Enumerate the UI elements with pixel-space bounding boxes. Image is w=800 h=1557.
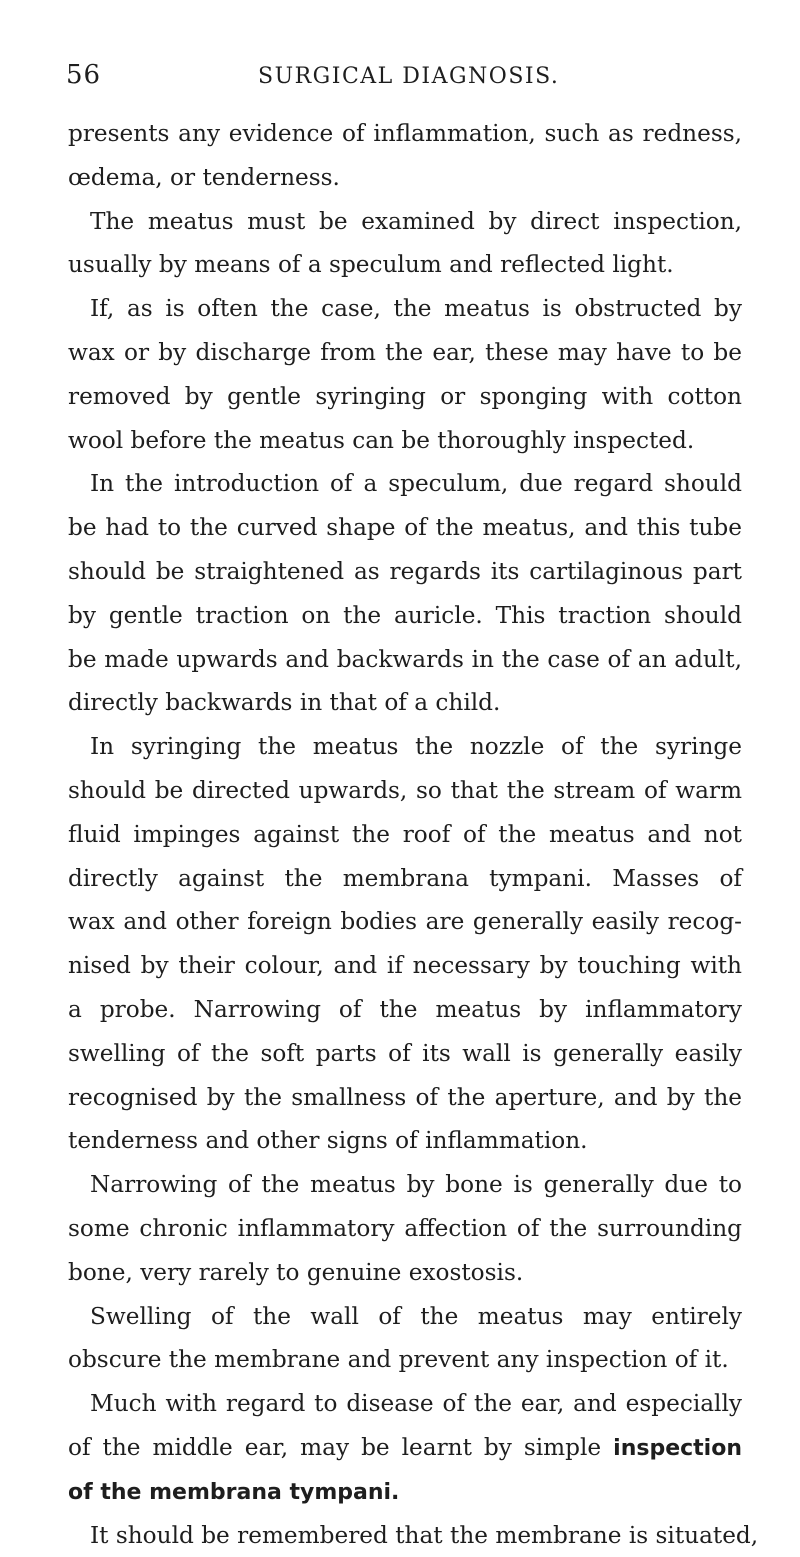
text-line <box>68 944 742 988</box>
text-line <box>68 112 742 156</box>
line-text: obscure the membrane and prevent any inspection of it. <box>68 1346 729 1373</box>
bold-phrase: of the membrana tympani. <box>68 1480 399 1505</box>
line-text: usually by means of a speculum and reflected light. <box>68 251 674 278</box>
line-text: be made upwards and backwards in the case of an adult, <box>68 646 742 673</box>
line-text: œdema, or tenderness. <box>68 164 340 191</box>
line-text: The meatus must be examined by direct inspection, <box>90 208 742 235</box>
line-text: be had to the curved shape of the meatus, and this tube <box>68 514 742 541</box>
line-text: It should be remembered that the membrane is situated, <box>90 1522 758 1549</box>
text-line <box>68 813 742 857</box>
text-line <box>68 725 742 769</box>
text-line <box>68 375 742 419</box>
line-text: a probe. Narrowing of the meatus by inflammatory <box>68 996 742 1023</box>
line-text: Swelling of the wall of the meatus may entirely <box>90 1303 742 1330</box>
line-text: directly backwards in that of a child. <box>68 689 500 716</box>
text-line <box>68 900 742 944</box>
running-title: SURGICAL DIAGNOSIS. <box>258 64 559 89</box>
page-number: 56 <box>66 60 101 90</box>
line-text: wax or by discharge from the ear, these may have to be <box>68 339 742 366</box>
text-line <box>68 1163 742 1207</box>
line-text: bone, very rarely to genuine exostosis. <box>68 1259 523 1286</box>
text-line <box>68 988 742 1032</box>
text-line <box>68 550 742 594</box>
line-text: presents any evidence of inflammation, such as redness, <box>68 120 742 147</box>
text-line <box>68 1382 742 1426</box>
line-text: of the middle ear, may be learnt by simple <box>68 1434 601 1461</box>
line-text: Narrowing of the meatus by bone is generally due to <box>90 1171 742 1198</box>
line-text: In syringing the meatus the nozzle of the syringe <box>90 733 742 760</box>
line-text: wool before the meatus can be thoroughly inspected. <box>68 427 694 454</box>
line-text: wax and other foreign bodies are generally easily recog- <box>68 908 742 935</box>
text-line <box>68 638 742 682</box>
text-line <box>68 1514 742 1557</box>
text-line <box>68 769 742 813</box>
line-text: Much with regard to disease of the ear, and especially <box>90 1390 742 1417</box>
line-text: should be straightened as regards its cartilaginous part <box>68 558 742 585</box>
page-header <box>0 54 800 94</box>
body-text <box>68 112 742 1557</box>
line-text: fluid impinges against the roof of the meatus and not <box>68 821 742 848</box>
line-text: recognised by the smallness of the aperture, and by the <box>68 1084 742 1111</box>
line-text: directly against the membrana tympani. Masses of <box>68 865 742 892</box>
text-line <box>68 1251 742 1295</box>
text-line <box>68 1426 742 1470</box>
text-line <box>68 1295 742 1339</box>
text-line <box>68 1338 742 1382</box>
line-text: by gentle traction on the auricle. This traction should <box>68 602 742 629</box>
text-line <box>68 594 742 638</box>
line-text: swelling of the soft parts of its wall is generally easily <box>68 1040 742 1067</box>
text-line <box>68 1119 742 1163</box>
line-text: removed by gentle syringing or sponging with cotton <box>68 383 742 410</box>
text-line <box>68 506 742 550</box>
text-line <box>68 1470 742 1514</box>
text-line <box>68 156 742 200</box>
text-line <box>68 243 742 287</box>
line-text: some chronic inflammatory affection of the surrounding <box>68 1215 742 1242</box>
line-text: should be directed upwards, so that the stream of warm <box>68 777 742 804</box>
line-text: nised by their colour, and if necessary by touching with <box>68 952 742 979</box>
text-line <box>68 1076 742 1120</box>
bold-phrase: inspection <box>613 1436 742 1461</box>
line-text: tenderness and other signs of inflammation. <box>68 1127 588 1154</box>
text-line <box>68 200 742 244</box>
text-line <box>68 681 742 725</box>
text-line <box>68 462 742 506</box>
text-line <box>68 331 742 375</box>
text-line <box>68 1207 742 1251</box>
line-text: If, as is often the case, the meatus is obstructed by <box>90 295 742 322</box>
text-line <box>68 419 742 463</box>
text-line <box>68 287 742 331</box>
text-line <box>68 857 742 901</box>
text-line <box>68 1032 742 1076</box>
line-text: In the introduction of a speculum, due regard should <box>90 470 742 497</box>
